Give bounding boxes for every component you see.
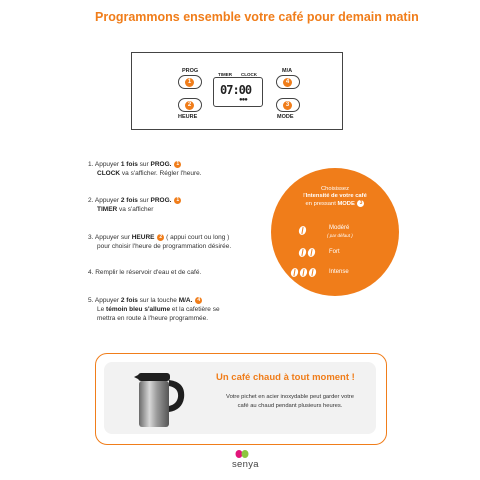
mode-button [276,98,300,112]
heure-button [178,98,202,112]
display-time: 07:00 [220,83,252,97]
brand-name: senya [232,459,259,470]
option-modere: Modéré [329,225,350,231]
number-badge-2: 2 [185,101,194,110]
control-panel-diagram [131,52,343,130]
mode-label: MODE [277,114,294,120]
number-badge-1: 1 [185,78,194,87]
heure-label: HEURE [178,114,198,120]
logo-mark-icon [235,449,249,459]
prog-label: PROG [182,68,199,74]
promo-box [95,353,387,445]
step-1: 1. Appuyer 1 fois sur PROG. 1 CLOCK va s'afficher. Régler l'heure. [88,160,202,177]
brand-logo [232,449,272,473]
page-title: Programmons ensemble votre café pour demain matin [95,10,419,24]
option-intense: Intense [329,269,349,275]
option-fort: Fort [329,249,340,255]
step-4: 4. Remplir le réservoir d'eau et de café. [88,269,202,276]
prog-button [178,75,202,89]
promo-title: Un café chaud à tout moment ! [216,372,355,383]
lcd-display [213,77,263,107]
carafe-image [124,368,194,430]
step-3: 3. Appuyer sur HEURE 2 ( appui court ou long ) pour choisir l'heure de programmation désirée. [88,233,232,250]
intensity-circle [271,168,399,296]
promo-text: Votre pichet en acier inoxydable peut garder votre café au chaud pendant plusieurs heures. [226,394,354,409]
bean-indicator-icon: ●●● [239,97,247,103]
step-2: 2. Appuyer 2 fois sur PROG. 1 TIMER va s'afficher [88,196,288,214]
number-badge: 4 [195,297,202,304]
number-badge: 2 [157,234,164,241]
bean-icon-intense [291,268,316,278]
ma-label: M/A [282,68,293,74]
number-badge: 1 [174,161,181,168]
step-5: 5. Appuyer 2 fois sur la touche M/A. 4 Le témoin bleu s'allume et la cafetière se mettra en route à l'heure programmée. [88,296,220,322]
bean-icon-modere [299,226,306,236]
number-badge: 1 [174,197,181,204]
ma-button [276,75,300,89]
number-badge-3: 3 [283,101,292,110]
intensity-heading: Choisissez l'Intensité de votre café en pressant MODE 3 [303,186,367,208]
option-modere-sub: ( par défaut ) [327,233,353,238]
number-badge-4: 4 [283,78,292,87]
timer-label: TIMER [218,72,232,77]
number-badge: 3 [357,200,364,207]
bean-icon-fort [299,248,315,258]
clock-label: CLOCK [241,72,257,77]
